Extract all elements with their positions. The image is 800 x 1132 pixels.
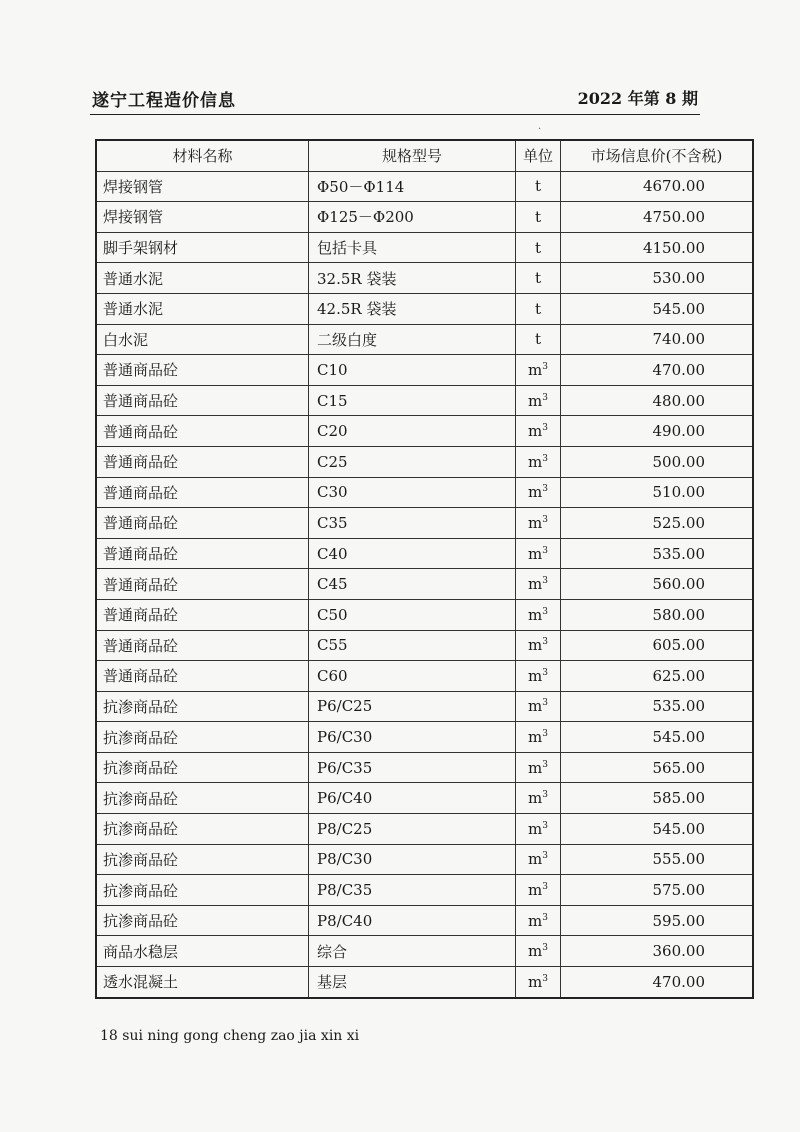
material-name-cell: 抗渗商品砼: [96, 691, 309, 722]
unit-superscript: 3: [542, 392, 548, 403]
spec-cell: C30: [309, 477, 516, 508]
price-cell: 360.00: [561, 936, 754, 967]
price-cell: 625.00: [561, 661, 754, 692]
price-cell: 470.00: [561, 967, 754, 998]
table-body: [96, 171, 753, 998]
unit-text: t: [534, 238, 542, 257]
material-name-cell: 抗渗商品砼: [96, 875, 309, 906]
price-cell: 480.00: [561, 385, 754, 416]
unit-text: t: [534, 299, 542, 318]
table-row: [96, 293, 753, 324]
unit-cell: [516, 752, 561, 783]
unit-superscript: 3: [542, 453, 548, 464]
price-cell: 575.00: [561, 875, 754, 906]
unit-text: m: [528, 544, 543, 563]
table-row: [96, 630, 753, 661]
price-cell: 490.00: [561, 416, 754, 447]
unit-cell: [516, 171, 561, 202]
unit-superscript: 3: [542, 606, 548, 617]
unit-text: m: [528, 452, 543, 471]
unit-cell: [516, 508, 561, 539]
unit-text: m: [528, 881, 543, 900]
material-name-cell: 焊接钢管: [96, 171, 309, 202]
unit-cell: [516, 661, 561, 692]
unit-cell: [516, 599, 561, 630]
table-row: [96, 783, 753, 814]
spec-cell: C50: [309, 599, 516, 630]
material-name-cell: 普通商品砼: [96, 477, 309, 508]
spec-cell: C35: [309, 508, 516, 539]
price-table: [95, 139, 754, 999]
unit-cell: [516, 814, 561, 845]
unit-text: m: [528, 666, 543, 685]
table-row: [96, 722, 753, 753]
table-row: [96, 814, 753, 845]
unit-cell: [516, 691, 561, 722]
table-row: [96, 599, 753, 630]
price-cell: 740.00: [561, 324, 754, 355]
unit-cell: [516, 355, 561, 386]
page-header: [92, 86, 698, 112]
unit-text: m: [528, 360, 543, 379]
material-name-cell: 普通水泥: [96, 263, 309, 294]
unit-cell: [516, 630, 561, 661]
material-name-cell: 普通商品砼: [96, 569, 309, 600]
price-cell: 535.00: [561, 538, 754, 569]
spec-cell: P6/C25: [309, 691, 516, 722]
unit-superscript: 3: [542, 973, 548, 984]
material-name-cell: 普通商品砼: [96, 661, 309, 692]
spec-cell: Φ125－Φ200: [309, 202, 516, 233]
unit-text: m: [528, 758, 543, 777]
table-row: [96, 538, 753, 569]
spec-cell: 42.5R 袋装: [309, 293, 516, 324]
unit-superscript: 3: [542, 912, 548, 923]
unit-cell: [516, 263, 561, 294]
table-row: [96, 569, 753, 600]
price-cell: 555.00: [561, 844, 754, 875]
price-cell: 545.00: [561, 293, 754, 324]
table-row: [96, 385, 753, 416]
unit-superscript: 3: [542, 667, 548, 678]
material-name-cell: 脚手架钢材: [96, 232, 309, 263]
spec-cell: Φ50－Φ114: [309, 171, 516, 202]
price-cell: 510.00: [561, 477, 754, 508]
publication-title: 遂宁工程造价信息: [92, 91, 236, 111]
column-header-price: 市场信息价(不含税): [561, 140, 754, 171]
spec-cell: P8/C35: [309, 875, 516, 906]
unit-text: t: [534, 207, 542, 226]
unit-superscript: 3: [542, 790, 548, 801]
unit-cell: [516, 844, 561, 875]
page-footer: 18 sui ning gong cheng zao jia xin xi: [100, 1028, 360, 1044]
price-cell: 4150.00: [561, 232, 754, 263]
unit-text: m: [528, 972, 543, 991]
spec-cell: P8/C30: [309, 844, 516, 875]
unit-text: t: [534, 330, 542, 349]
unit-text: m: [528, 850, 543, 869]
unit-text: m: [528, 789, 543, 808]
spec-cell: C40: [309, 538, 516, 569]
material-name-cell: 普通商品砼: [96, 599, 309, 630]
table-row: [96, 508, 753, 539]
unit-cell: [516, 967, 561, 998]
unit-text: m: [528, 575, 543, 594]
unit-text: m: [528, 636, 543, 655]
unit-superscript: 3: [542, 361, 548, 372]
table-row: [96, 905, 753, 936]
spec-cell: P8/C25: [309, 814, 516, 845]
unit-text: m: [528, 697, 543, 716]
material-name-cell: 抗渗商品砼: [96, 752, 309, 783]
material-name-cell: 普通商品砼: [96, 385, 309, 416]
material-name-cell: 普通商品砼: [96, 508, 309, 539]
table-row: [96, 875, 753, 906]
table-row: [96, 324, 753, 355]
unit-superscript: 3: [542, 943, 548, 954]
unit-cell: [516, 232, 561, 263]
unit-superscript: 3: [542, 882, 548, 893]
spec-cell: C55: [309, 630, 516, 661]
unit-text: t: [534, 177, 542, 196]
unit-superscript: 3: [542, 698, 548, 709]
material-name-cell: 抗渗商品砼: [96, 814, 309, 845]
unit-superscript: 3: [542, 759, 548, 770]
unit-cell: [516, 477, 561, 508]
spec-cell: P6/C30: [309, 722, 516, 753]
price-cell: 545.00: [561, 814, 754, 845]
unit-text: m: [528, 819, 543, 838]
price-cell: 585.00: [561, 783, 754, 814]
table-header-row: [96, 140, 753, 171]
spec-cell: 基层: [309, 967, 516, 998]
unit-text: m: [528, 605, 543, 624]
material-name-cell: 焊接钢管: [96, 202, 309, 233]
material-name-cell: 抗渗商品砼: [96, 783, 309, 814]
unit-superscript: 3: [542, 484, 548, 495]
table-row: [96, 691, 753, 722]
unit-superscript: 3: [542, 851, 548, 862]
unit-text: m: [528, 422, 543, 441]
unit-text: m: [528, 942, 543, 961]
spec-cell: 二级白度: [309, 324, 516, 355]
price-cell: 4750.00: [561, 202, 754, 233]
unit-cell: [516, 538, 561, 569]
unit-superscript: 3: [542, 729, 548, 740]
spec-cell: C25: [309, 446, 516, 477]
table-row: [96, 967, 753, 998]
price-cell: 595.00: [561, 905, 754, 936]
unit-text: m: [528, 911, 543, 930]
table-row: [96, 202, 753, 233]
spec-cell: P6/C40: [309, 783, 516, 814]
unit-cell: [516, 722, 561, 753]
unit-text: m: [528, 728, 543, 747]
column-header-name: 材料名称: [96, 140, 309, 171]
price-cell: 470.00: [561, 355, 754, 386]
spec-cell: 包括卡具: [309, 232, 516, 263]
unit-cell: [516, 202, 561, 233]
spec-cell: 32.5R 袋装: [309, 263, 516, 294]
table-row: [96, 416, 753, 447]
unit-cell: [516, 936, 561, 967]
price-cell: 545.00: [561, 722, 754, 753]
spec-cell: P6/C35: [309, 752, 516, 783]
table-row: [96, 355, 753, 386]
header-rule: [90, 114, 700, 115]
unit-superscript: 3: [542, 637, 548, 648]
table-row: [96, 263, 753, 294]
table-row: [96, 232, 753, 263]
material-name-cell: 普通商品砼: [96, 416, 309, 447]
material-name-cell: 抗渗商品砼: [96, 905, 309, 936]
unit-cell: [516, 293, 561, 324]
unit-superscript: 3: [542, 514, 548, 525]
table-row: [96, 477, 753, 508]
material-name-cell: 白水泥: [96, 324, 309, 355]
unit-superscript: 3: [542, 820, 548, 831]
material-name-cell: 透水混凝土: [96, 967, 309, 998]
spec-cell: C20: [309, 416, 516, 447]
unit-cell: [516, 783, 561, 814]
material-name-cell: 商品水稳层: [96, 936, 309, 967]
unit-text: m: [528, 513, 543, 532]
price-cell: 500.00: [561, 446, 754, 477]
price-cell: 530.00: [561, 263, 754, 294]
column-header-spec: 规格型号: [309, 140, 516, 171]
material-name-cell: 普通商品砼: [96, 538, 309, 569]
table-row: [96, 936, 753, 967]
spec-cell: P8/C40: [309, 905, 516, 936]
unit-superscript: 3: [542, 576, 548, 587]
material-name-cell: 普通商品砼: [96, 630, 309, 661]
spec-cell: 综合: [309, 936, 516, 967]
table-row: [96, 171, 753, 202]
spec-cell: C45: [309, 569, 516, 600]
unit-text: m: [528, 391, 543, 410]
unit-cell: [516, 324, 561, 355]
spec-cell: C60: [309, 661, 516, 692]
unit-superscript: 3: [542, 545, 548, 556]
table-row: [96, 661, 753, 692]
unit-cell: [516, 875, 561, 906]
unit-text: m: [528, 483, 543, 502]
issue-number: 2022 年第 8 期: [577, 89, 698, 108]
spec-cell: C10: [309, 355, 516, 386]
price-cell: 4670.00: [561, 171, 754, 202]
unit-text: t: [534, 269, 542, 288]
price-cell: 565.00: [561, 752, 754, 783]
table-row: [96, 844, 753, 875]
unit-cell: [516, 446, 561, 477]
unit-superscript: 3: [542, 423, 548, 434]
table-row: [96, 752, 753, 783]
price-cell: 560.00: [561, 569, 754, 600]
price-cell: 535.00: [561, 691, 754, 722]
unit-cell: [516, 905, 561, 936]
column-header-unit: 单位: [516, 140, 561, 171]
price-cell: 605.00: [561, 630, 754, 661]
material-name-cell: 抗渗商品砼: [96, 844, 309, 875]
material-name-cell: 普通水泥: [96, 293, 309, 324]
price-cell: 580.00: [561, 599, 754, 630]
spec-cell: C15: [309, 385, 516, 416]
material-name-cell: 普通商品砼: [96, 446, 309, 477]
material-name-cell: 抗渗商品砼: [96, 722, 309, 753]
material-name-cell: 普通商品砼: [96, 355, 309, 386]
scan-speck: ·: [538, 124, 542, 135]
unit-cell: [516, 416, 561, 447]
unit-cell: [516, 569, 561, 600]
table-row: [96, 446, 753, 477]
price-cell: 525.00: [561, 508, 754, 539]
unit-cell: [516, 385, 561, 416]
